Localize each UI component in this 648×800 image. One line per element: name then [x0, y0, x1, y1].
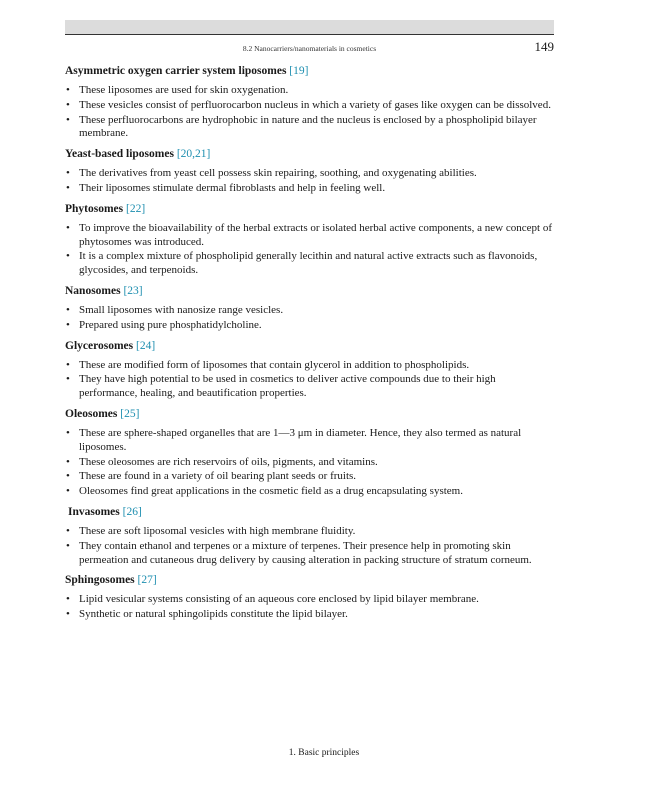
bullet-list	[65, 427, 554, 499]
bullet-list	[65, 593, 554, 622]
section-heading: Oleosomes [25]	[65, 407, 140, 420]
bullet-list	[65, 525, 554, 567]
list-item: • Synthetic or natural sphingolipids constitute the lipid bilayer.	[65, 608, 554, 622]
list-item: • Their liposomes stimulate dermal fibroblasts and help in feeling well.	[65, 182, 554, 196]
list-item: • It is a complex mixture of phospholipid generally lecithin and natural active extracts such as flavonoids, glycosides, and terpenoids.	[65, 250, 554, 278]
section-asymmetric-oxygen	[65, 64, 554, 141]
list-item: • Oleosomes find great applications in the cosmetic field as a drug encapsulating system.	[65, 485, 554, 499]
section-heading: Invasomes [26]	[68, 505, 142, 518]
list-item: • These are found in a variety of oil bearing plant seeds or fruits.	[65, 470, 554, 484]
page-number: 149	[534, 39, 554, 54]
bullet-list	[65, 359, 554, 401]
running-head	[65, 40, 554, 56]
list-item: • Small liposomes with nanosize range vesicles.	[65, 304, 554, 318]
bullet-list	[65, 304, 554, 333]
page-footer: 1. Basic principles	[288, 748, 360, 758]
section-sphingosomes	[65, 573, 554, 622]
citation-link[interactable]: [27]	[137, 574, 157, 587]
citation-link[interactable]: [23]	[123, 284, 143, 297]
list-item: • They have high potential to be used in cosmetics to deliver active compounds due to their high performance, healing, and beautification properties.	[65, 373, 554, 401]
list-item: • These liposomes are used for skin oxygenation.	[65, 84, 554, 98]
list-item: • To improve the bioavailability of the herbal extracts or isolated herbal active components, a new concept of phytosomes was introduced.	[65, 222, 554, 250]
citation-link[interactable]: [25]	[120, 407, 140, 420]
section-heading: Sphingosomes [27]	[65, 574, 157, 587]
section-heading: Glycerosomes [24]	[65, 339, 156, 352]
list-item: • These are modified form of liposomes that contain glycerol in addition to phospholipids.	[65, 359, 554, 373]
section-heading: Asymmetric oxygen carrier system liposomes [19]	[65, 65, 309, 77]
list-item: • These are soft liposomal vesicles with high membrane fluidity.	[65, 525, 554, 539]
page-content	[65, 64, 554, 628]
citation-link[interactable]: [22]	[126, 202, 146, 215]
bullet-list	[65, 84, 554, 141]
bullet-list	[65, 167, 554, 196]
citation-link[interactable]: [20,21]	[176, 148, 211, 161]
list-item: • Prepared using pure phosphatidylcholine.	[65, 319, 554, 333]
section-oleosomes	[65, 407, 554, 499]
list-item: • These are sphere-shaped organelles that are 1—3 μm in diameter. Hence, they also termed as natural liposomes.	[65, 427, 554, 455]
citation-link[interactable]: [24]	[136, 339, 156, 352]
section-title: 8.2 Nanocarriers/nanomaterials in cosmetics	[242, 44, 377, 53]
section-phytosomes	[65, 202, 554, 278]
section-yeast-based	[65, 147, 554, 196]
list-item: • Lipid vesicular systems consisting of an aqueous core enclosed by lipid bilayer membrane.	[65, 593, 554, 607]
section-nanosomes	[65, 284, 554, 333]
section-invasomes	[65, 505, 554, 567]
section-heading: Nanosomes [23]	[65, 284, 143, 297]
list-item: • These perfluorocarbons are hydrophobic in nature and the nucleus is enclosed by a phospholipid bilayer membrane.	[65, 114, 554, 142]
citation-link[interactable]: [19]	[289, 65, 309, 77]
header-rule	[65, 34, 554, 35]
list-item: • The derivatives from yeast cell possess skin repairing, soothing, and oxygenating abilities.	[65, 167, 554, 181]
section-heading: Yeast-based liposomes [20,21]	[65, 148, 211, 161]
section-glycerosomes	[65, 339, 554, 401]
citation-link[interactable]: [26]	[122, 505, 142, 518]
bullet-list	[65, 222, 554, 278]
header-band	[65, 20, 554, 34]
list-item: • These vesicles consist of perfluorocarbon nucleus in which a variety of gases like oxygen can be dissolved.	[65, 99, 554, 113]
section-heading: Phytosomes [22]	[65, 202, 146, 215]
list-item: • These oleosomes are rich reservoirs of oils, pigments, and vitamins.	[65, 456, 554, 470]
list-item: • They contain ethanol and terpenes or a mixture of terpenes. Their presence help in promoting skin permeation and cutaneous drug delivery by causing alteration in packing structure of stratum corneum.	[65, 540, 554, 568]
